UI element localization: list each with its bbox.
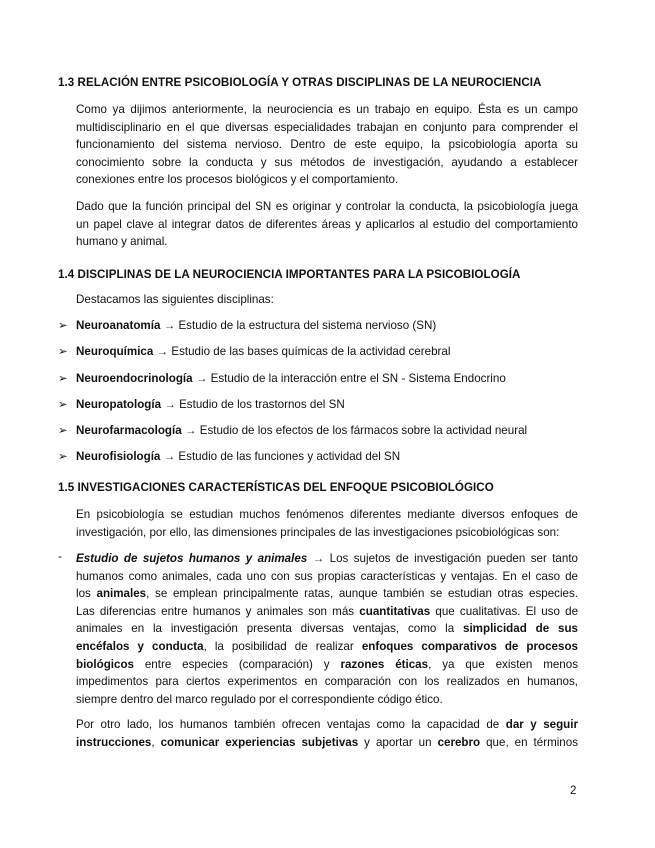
arrow-bullet-icon: ➢ <box>58 345 68 358</box>
text-line: En psicobiología se estudian muchos fenómenos diferentes mediante diversos enfoques de <box>76 508 578 521</box>
text-line <box>76 734 578 752</box>
list-item-description: → Estudio de la interacción entre el SN - Sistema Endocrino <box>192 372 506 385</box>
list-item <box>58 449 400 465</box>
list-item-description: → Estudio de los trastornos del SN <box>161 398 345 411</box>
text-span: los <box>76 587 97 601</box>
arrow-bullet-icon: ➢ <box>58 450 68 463</box>
bold-term: animales <box>96 587 147 601</box>
text-line <box>76 716 578 734</box>
text-span: que cualitativas. El uso de <box>430 604 579 618</box>
text-span: entre especies (comparación) y <box>133 657 341 671</box>
list-item-term: Neuropatología <box>76 398 162 411</box>
bold-term: enfoques comparativos de procesos <box>361 639 578 653</box>
list-item <box>58 318 436 334</box>
list-item-description: → Estudio de los efectos de los fármacos sobre la actividad neural <box>181 424 528 437</box>
section-1-4-heading: 1.4 DISCIPLINAS DE LA NEUROCIENCIA IMPORTANTES PARA LA PSICOBIOLOGÍA <box>58 268 521 281</box>
list-item-description: → Estudio de las bases químicas de la actividad cerebral <box>153 345 451 358</box>
text-span: , <box>151 735 161 749</box>
text-line: humanos como animales, cada uno con sus propias características y ventajas. En el caso de <box>76 569 578 583</box>
text-span: y aportar un <box>358 735 438 749</box>
text-line: funcionamiento del sistema nervioso. Dentro de este equipo, la psicobiología aporta su <box>76 138 578 152</box>
text-line <box>76 585 578 603</box>
bold-term: dar y seguir <box>505 718 578 731</box>
subjects-study-item <box>76 550 578 708</box>
page-number: 2 <box>570 784 577 797</box>
list-item <box>58 344 450 360</box>
text-line: Dado que la función principal del SN es originar y controlar la conducta, la psicobiología juega <box>76 200 578 213</box>
dash-bullet: - <box>58 550 62 563</box>
text-line: conexiones entre los procesos biológicos y el comportamiento. <box>76 173 399 187</box>
arrow-bullet-icon: ➢ <box>58 398 68 411</box>
text-line <box>76 550 578 568</box>
text-span: , ya que existen menos <box>428 657 578 671</box>
item-title: Estudio de sujetos humanos y animales <box>76 552 308 565</box>
list-item-term: Neuroanatomía <box>76 319 161 332</box>
list-item-term: Neuroquímica <box>76 345 154 358</box>
list-item <box>58 397 345 413</box>
arrow-bullet-icon: ➢ <box>58 424 68 437</box>
text-line: conocimiento sobre la conducta y sus métodos de investigación, ayudando a establecer <box>76 155 578 169</box>
bold-term: instrucciones <box>76 735 152 749</box>
section-1-3-heading: 1.3 RELACIÓN ENTRE PSICOBIOLOGÍA Y OTRAS DISCIPLINAS DE LA NEUROCIENCIA <box>58 76 542 89</box>
text-line: un papel clave al integrar datos de diferentes áreas y aplicarlos al estudio del comportamiento <box>76 217 578 231</box>
bold-term: comunicar experiencias subjetivas <box>160 735 359 749</box>
list-item-term: Neurofisiología <box>76 450 161 463</box>
text-line: humano y animal. <box>76 235 168 249</box>
section-1-3-paragraph-2 <box>76 198 578 251</box>
bold-term: biológicos <box>76 657 134 671</box>
text-span: , se emplean principalmente ratas, aunque también se estudian otras especies. <box>146 587 578 601</box>
text-line: Como ya dijimos anteriormente, la neurociencia es un trabajo en equipo. Ésta es un campo <box>76 103 578 116</box>
list-item-description: → Estudio de la estructura del sistema nervioso (SN) <box>160 319 437 332</box>
text-line: multidisciplinario en el que diversas especialidades trabajan en conjunto para comprender el <box>76 120 578 134</box>
text-span: que, en términos <box>480 735 578 749</box>
text-span: Por otro lado, los humanos también ofrecen ventajas como la capacidad de <box>76 718 506 731</box>
bold-term: cerebro <box>437 735 481 749</box>
list-item-term: Neuroendocrinología <box>76 372 193 385</box>
text-line <box>76 603 578 621</box>
list-item <box>58 423 527 439</box>
arrow-bullet-icon: ➢ <box>58 319 68 332</box>
text-line: impedimentos para ciertos experimentos en comparación con los realizados en humanos, <box>76 675 578 689</box>
section-1-5-heading: 1.5 INVESTIGACIONES CARACTERÍSTICAS DEL ENFOQUE PSICOBIOLÓGICO <box>58 481 494 494</box>
text-line <box>76 656 578 674</box>
list-item-description: → Estudio de las funciones y actividad del SN <box>160 450 401 463</box>
bold-term: encéfalos y conducta <box>76 639 204 653</box>
humans-paragraph <box>76 716 578 751</box>
text-span: , la posibilidad de realizar <box>203 639 362 653</box>
text-span: Las diferencias entre humanos y animales son más <box>76 604 360 618</box>
bold-term: cuantitativas <box>359 604 431 618</box>
section-1-5-intro <box>76 506 578 541</box>
bold-term: razones éticas <box>340 657 429 671</box>
text-line <box>76 620 578 638</box>
text-span: → Los sujetos de investigación pueden ser tanto <box>307 552 578 565</box>
arrow-bullet-icon: ➢ <box>58 372 68 385</box>
bold-term: simplicidad de sus <box>463 622 578 636</box>
text-line: investigación, por ello, las dimensiones principales de las investigaciones psicobiológicas son: <box>76 525 560 539</box>
section-1-4-intro: Destacamos las siguientes disciplinas: <box>76 293 274 306</box>
text-span: animales en la investigación presenta diversas ventajas, como la <box>76 622 464 636</box>
text-line: siempre dentro del marco regulado por el correspondiente código ético. <box>76 692 443 706</box>
list-item-term: Neurofarmacología <box>76 424 182 437</box>
list-item <box>58 371 506 387</box>
section-1-3-paragraph-1 <box>76 101 578 189</box>
text-line <box>76 638 578 656</box>
